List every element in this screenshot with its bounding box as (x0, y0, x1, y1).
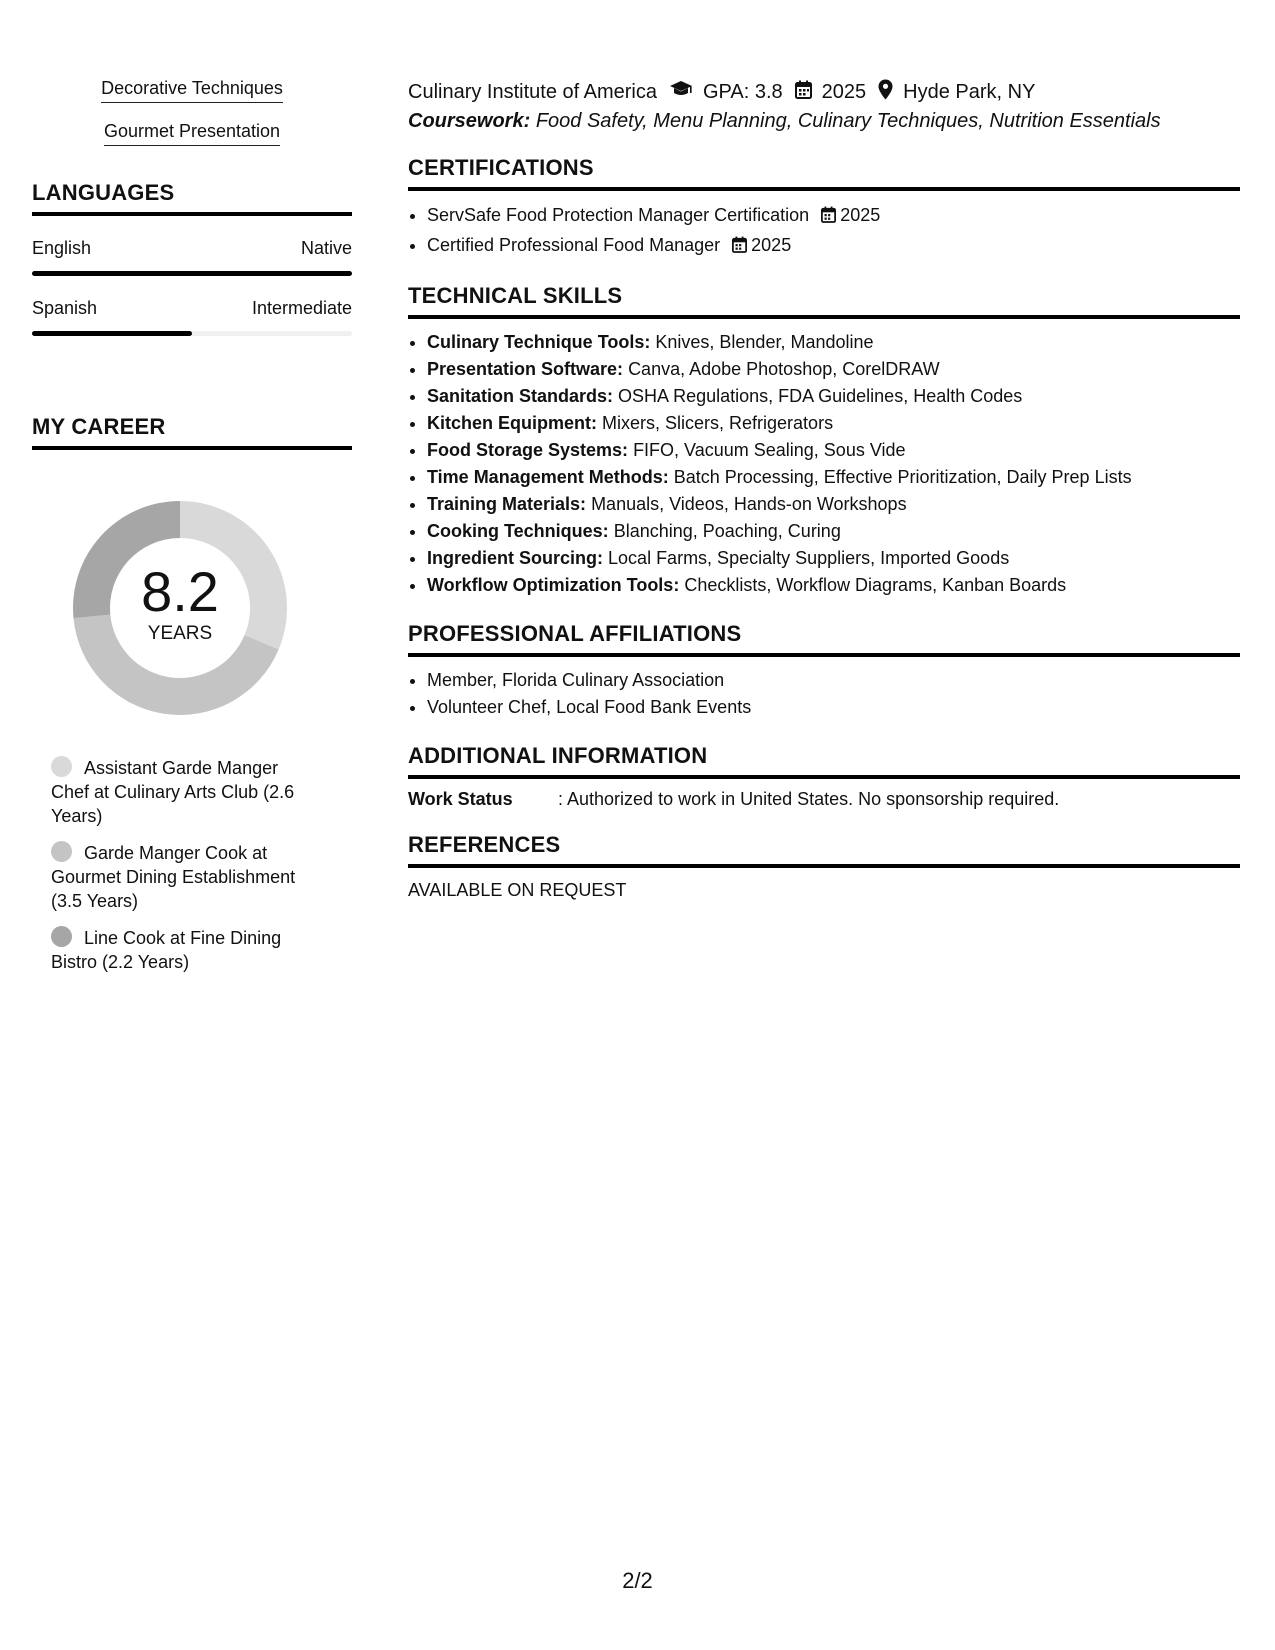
affiliation-item: • Member, Florida Culinary Association (427, 667, 1240, 694)
language-entry (32, 298, 352, 336)
additional-info-section (408, 743, 1240, 810)
legend-dot (51, 841, 72, 862)
career-total-years: 8.2 (141, 560, 219, 623)
skill-item: • Sanitation Standards: OSHA Regulations, FDA Guidelines, Health Codes (427, 383, 1240, 410)
page-number: 2/2 (622, 1568, 653, 1593)
references-heading: REFERENCES (408, 832, 1240, 868)
certification-item: • ServSafe Food Protection Manager Certification 2025 (427, 201, 1240, 231)
legend-dot (51, 926, 72, 947)
career-legend-item: Assistant Garde Manger Chef at Culinary Arts Club (2.6 Years) (51, 758, 295, 826)
map-pin-icon (878, 79, 893, 106)
certifications-section (408, 155, 1240, 261)
education-line (408, 78, 1240, 106)
interest-item: Gourmet Presentation (32, 121, 352, 146)
left-column (32, 78, 352, 987)
skill-item: • Workflow Optimization Tools: Checklists, Workflow Diagrams, Kanban Boards (427, 572, 1240, 599)
skill-item: • Kitchen Equipment: Mixers, Slicers, Refrigerators (427, 410, 1240, 437)
language-level: Intermediate (251, 298, 352, 318)
skill-item: • Food Storage Systems: FIFO, Vacuum Sealing, Sous Vide (427, 437, 1240, 464)
certification-item: • Certified Professional Food Manager 2025 (427, 231, 1240, 261)
language-name: English (32, 238, 92, 258)
affiliations-heading: PROFESSIONAL AFFILIATIONS (408, 621, 1240, 657)
work-status (408, 789, 1240, 810)
calendar-icon (821, 203, 836, 231)
right-column (408, 78, 1240, 901)
additional-info-heading: ADDITIONAL INFORMATION (408, 743, 1240, 779)
language-proficiency-bar (32, 271, 352, 276)
technical-skills-heading: TECHNICAL SKILLS (408, 283, 1240, 319)
languages-heading: LANGUAGES (32, 180, 352, 216)
school-name: Culinary Institute of America (408, 80, 657, 103)
graduation-year: 2025 (821, 80, 867, 103)
certifications-heading: CERTIFICATIONS (408, 155, 1240, 191)
calendar-icon (732, 233, 747, 261)
career-legend-item: Line Cook at Fine Dining Bistro (2.2 Years) (51, 928, 282, 972)
language-entry (32, 238, 352, 276)
references-section (408, 832, 1240, 901)
calendar-icon (795, 80, 812, 105)
references-text: AVAILABLE ON REQUEST (408, 880, 627, 900)
interest-item: Decorative Techniques (32, 78, 352, 103)
coursework-value: Food Safety, Menu Planning, Culinary Techniques, Nutrition Essentials (535, 110, 1161, 132)
skill-item: • Training Materials: Manuals, Videos, Hands-on Workshops (427, 491, 1240, 518)
language-proficiency-fill (32, 271, 352, 276)
affiliations-section (408, 621, 1240, 721)
legend-dot (51, 756, 72, 777)
career-heading: MY CAREER (32, 414, 352, 450)
work-status-label: Work Status (408, 789, 513, 809)
career-total-unit: YEARS (147, 623, 213, 644)
gpa: GPA: 3.8 (703, 80, 783, 103)
school-location: Hyde Park, NY (903, 80, 1036, 103)
technical-skills-section (408, 283, 1240, 599)
skill-item: • Presentation Software: Canva, Adobe Photoshop, CorelDRAW (427, 356, 1240, 383)
language-level: Native (300, 238, 352, 258)
coursework-label: Coursework: (408, 110, 531, 132)
skill-item: • Time Management Methods: Batch Processing, Effective Prioritization, Daily Prep Lists (427, 464, 1240, 491)
language-proficiency-fill (32, 331, 192, 336)
skill-item: • Cooking Techniques: Blanching, Poaching, Curing (427, 518, 1240, 545)
work-status-value: : Authorized to work in United States. No sponsorship required. (558, 789, 1060, 809)
career-donut-chart (66, 494, 294, 722)
career-legend-item: Garde Manger Cook at Gourmet Dining Establishment (3.5 Years) (51, 843, 296, 911)
skill-item: • Culinary Technique Tools: Knives, Blender, Mandoline (427, 329, 1240, 356)
affiliation-item: • Volunteer Chef, Local Food Bank Events (427, 694, 1240, 721)
coursework (408, 110, 1240, 133)
graduation-cap-icon (669, 80, 693, 104)
language-proficiency-bar (32, 331, 352, 336)
language-name: Spanish (32, 298, 98, 318)
skill-item: • Ingredient Sourcing: Local Farms, Specialty Suppliers, Imported Goods (427, 545, 1240, 572)
career-legend (51, 756, 321, 974)
